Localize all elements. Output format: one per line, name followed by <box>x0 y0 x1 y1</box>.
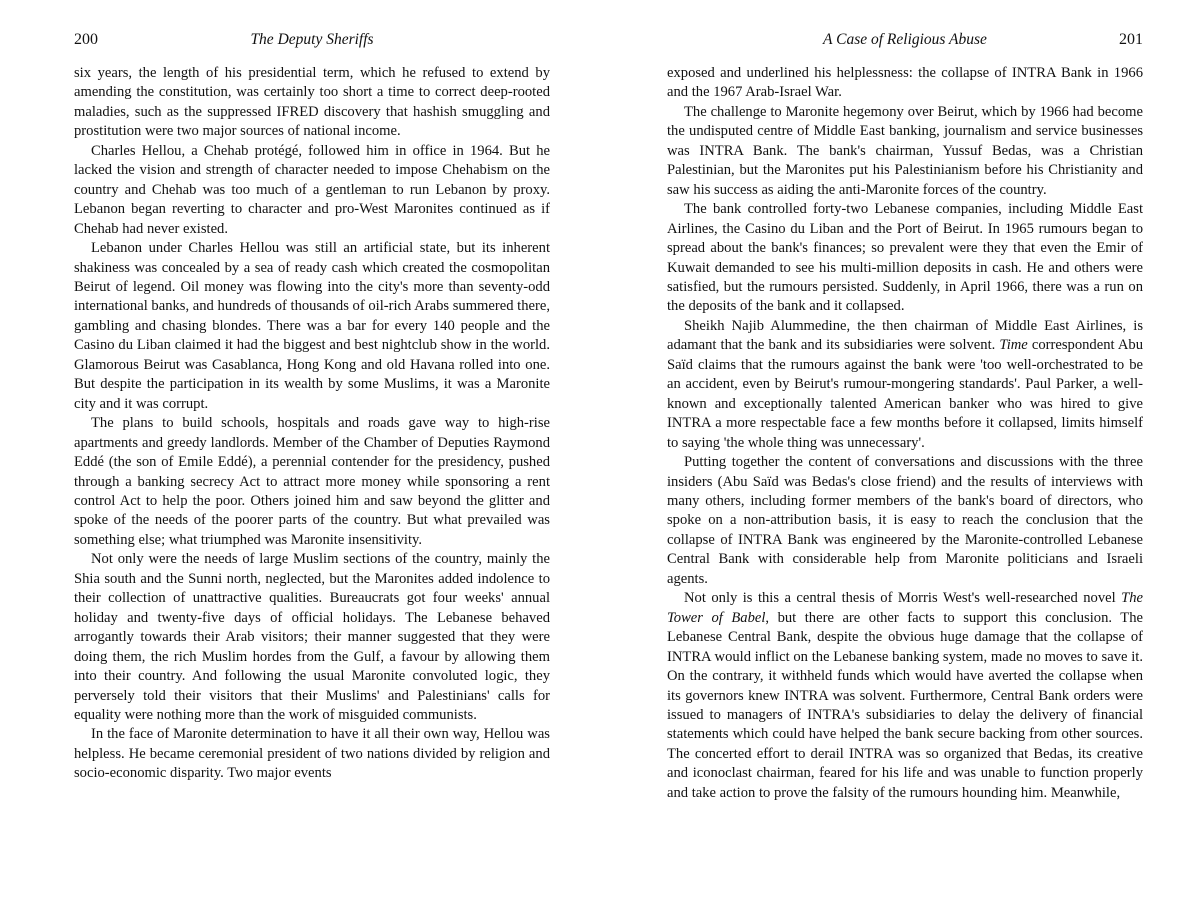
left-paragraph-5: Not only were the needs of large Muslim sections of the country, mainly the Shia south and the Sunni north, neglected, but the Maronites added indolence to their collection of unattractive qualities. Bureaucrats got four weeks' annual holiday and twenty-five days of official holidays. The Lebanese behaved arrogantly towards their Arab visitors; their manner suggested that they were doing them, the rich Muslim hordes from the Gulf, a favour by allowing them into their country. And following the usual Maronite convoluted logic, they perversely told their visitors that their Muslims' and Palestinians' calls for equality were nothing more than the work of misguided communists. <box>74 551 550 723</box>
left-page-number: 200 <box>74 31 98 48</box>
right-running-title: A Case of Religious Abuse <box>823 31 987 48</box>
right-paragraph-3: The bank controlled forty-two Lebanese companies, including Middle East Airlines, the Casino du Liban and the Port of Beirut. In 1965 rumours began to spread about the bank's finances; so prevalent were they that even the Emir of Kuwait demanded to see his multi-million deposits in cash. He and others were satisfied, but the rumours persisted. Suddenly, in April 1966, there was a run on the deposits of the bank and it collapsed. <box>667 201 1143 315</box>
right-paragraph-6-text-before: Not only is this a central thesis of Morris West's well-researched novel <box>684 590 1122 607</box>
right-paragraph-2: The challenge to Maronite hegemony over Beirut, which by 1966 had become the undisputed centre of Middle East banking, journalism and service businesses was INTRA Bank. The bank's chairman, Yussuf Bedas, was a Christian Palestinian, but the Maronites put his Palestinianism before his Christianity and saw his success as aiding the anti-Maronite forces of the country. <box>667 103 1143 198</box>
right-paragraph-4-text-after: correspondent Abu Saïd claims that the rumours against the bank were 'too well-orchestrated to be an accident, even by Beirut's rumour-mongering standards'. Paul Parker, a well-known and exceptionally talented American banker who was hired to give INTRA a more respectable face a few months before it collapsed, limits himself to saying 'the whole thing was unnecessary'. <box>667 337 1143 451</box>
right-paragraph-4 <box>667 317 1143 453</box>
right-paragraph-4-text-before: Sheikh Najib Alummedine, the then chairman of Middle East Airlines, is adamant that the bank and its subsidiaries were solvent. <box>667 317 1143 354</box>
right-paragraph-6 <box>667 589 1143 803</box>
right-page <box>667 0 1143 898</box>
right-paragraph-5: Putting together the content of conversations and discussions with the three insiders (Abu Saïd was Bedas's close friend) and the results of interviews with many others, including former members of the bank's board of directors, who spoke on a non-attribution basis, it is easy to reach the conclusion that the collapse of INTRA Bank was engineered by the Maronite-controlled Lebanese Central Bank with considerable help from Maronite politicians and Israeli agents. <box>667 454 1143 587</box>
left-paragraph-1: six years, the length of his presidential term, which he refused to extend by amending the constitution, was certainly too short a time to correct deep-rooted maladies, such as the suppressed IFRED discovery that hashish smuggling and prostitution were two major sources of national income. <box>74 65 550 140</box>
left-paragraph-6: In the face of Maronite determination to have it all their own way, Hellou was helpless. He became ceremonial president of two nations divided by religion and socio-economic disparity. Two major events <box>74 726 550 782</box>
magazine-title-time: Time <box>999 337 1028 354</box>
left-page <box>74 0 550 898</box>
left-paragraph-3: Lebanon under Charles Hellou was still an artificial state, but its inherent shakiness was concealed by a sea of ready cash which created the cosmopolitan Beirut of legend. Oil money was flowing into the city's more than seventy-odd international banks, and hundreds of thousands of oil-rich Arabs summered there, gambling and chasing blondes. There was a bar for every 140 people and the Casino du Liban claimed it had the biggest and best nightclub show in the world. Glamorous Beirut was Casablanca, Hong Kong and old Havana rolled into one. But despite the participation in its wealth by some Muslims, it was a Maronite city and it was corrupt. <box>74 240 550 412</box>
right-paragraph-1: exposed and underlined his helplessness: the collapse of INTRA Bank in 1966 and the 1967 Arab-Israel War. <box>667 65 1143 101</box>
left-body-text <box>74 64 550 784</box>
right-paragraph-6-text-after: , but there are other facts to support this conclusion. The Lebanese Central Bank, despite the obvious huge damage that the collapse of INTRA would inflict on the Lebanese banking system, made no moves to save it. On the contrary, it withheld funds which would have averted the collapse when its governors knew INTRA was solvent. Furthermore, Central Bank orders were issued to managers of INTRA's subsidiaries to delay the delivery of financial statements which could have helped the bank secure backing from other sources. The concerted effort to derail INTRA was so organized that Bedas, its creative and iconoclast chairman, feared for his life and was unable to function properly and take action to prove the falsity of the rumours hounding him. Meanwhile, <box>667 609 1143 801</box>
left-running-head <box>74 31 550 53</box>
right-running-head <box>667 31 1143 53</box>
right-body-text <box>667 64 1143 803</box>
right-page-number: 201 <box>1119 31 1143 48</box>
novel-title-tower-of-babel: The Tower of Babel <box>667 590 1143 626</box>
left-running-title: The Deputy Sheriffs <box>250 31 374 48</box>
left-paragraph-4: The plans to build schools, hospitals and roads gave way to high-rise apartments and greedy landlords. Member of the Chamber of Deputies Raymond Eddé (the son of Emile Eddé), a perennial contender for the presidency, pushed through a banking secrecy Act to attract more money while sponsoring a rent control Act to help the poor. Others joined him and saw beyond the glitter and spoke of the needs of the poorer parts of the country. But what prevailed was something else; what triumphed was Maronite insensitivity. <box>74 415 550 548</box>
left-paragraph-2: Charles Hellou, a Chehab protégé, followed him in office in 1964. But he lacked the vision and strength of character needed to impose Chehabism on the country and Chehab was too much of a gentleman to run Lebanon by proxy. Lebanon began reverting to character and pro-West Maronites continued as if Chehab had never existed. <box>74 142 550 237</box>
